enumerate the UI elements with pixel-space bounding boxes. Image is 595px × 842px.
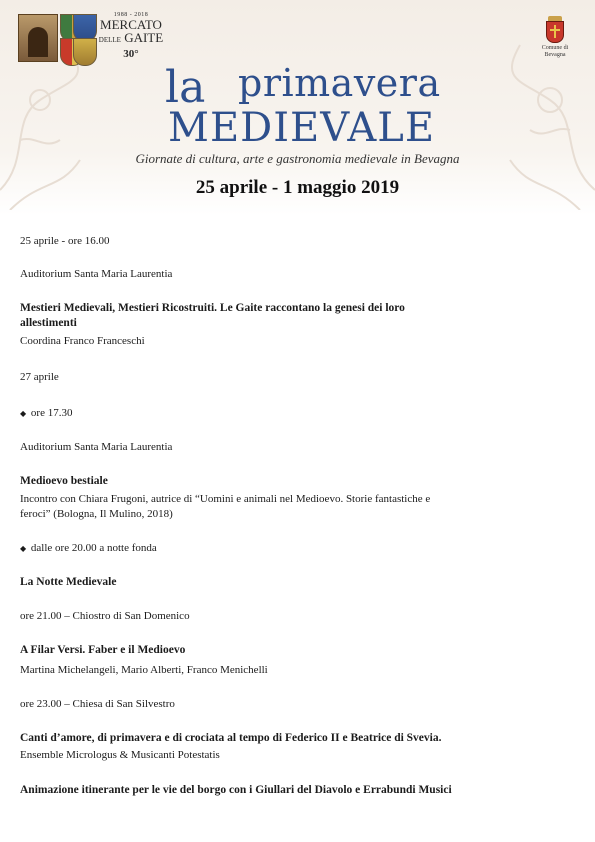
event-title: allestimenti	[20, 317, 77, 329]
header	[0, 0, 595, 215]
subtitle: Giornate di cultura, arte e gastronomia medievale in Bevagna	[135, 151, 460, 166]
program-line: ◆ ore 17.30	[20, 407, 73, 419]
event-title: Canti d’amore, di primavera e di crociata al tempo di Federico II e Beatrice di Svevia.	[20, 732, 442, 744]
bullet-icon: ◆	[20, 409, 27, 418]
title-medievale: MEDIEVALE	[168, 105, 436, 151]
program-line: Incontro con Chiara Frugoni, autrice di “Uomini e animali nel Medioevo. Storie fantastiche e	[20, 493, 431, 505]
mercato-delle-gaite-logo: 1988 - 2018 MERCATO DELLE GAITE 30°	[98, 12, 164, 60]
program-line: Martina Michelangeli, Mario Alberti, Franco Menichelli	[20, 664, 268, 676]
crest-icon	[73, 38, 97, 66]
program	[20, 234, 580, 798]
event-title: La Notte Medievale	[20, 576, 117, 588]
program-line: Auditorium Santa Maria Laurentia	[20, 268, 173, 280]
coat-of-arms-icon	[546, 21, 564, 43]
event-title: Mestieri Medievali, Mestieri Ricostruiti. Le Gaite raccontano la genesi dei loro	[20, 302, 405, 314]
comune-di-bevagna-logo: Comune di Bevagna	[538, 16, 572, 59]
program-line: feroci” (Bologna, Il Mulino, 2018)	[20, 508, 173, 520]
bullet-icon: ◆	[20, 544, 27, 553]
event-title: Medioevo bestiale	[20, 475, 108, 487]
title-la: la	[165, 62, 206, 113]
program-line: 25 aprile - ore 16.00	[20, 235, 110, 247]
program-line: Coordina Franco Franceschi	[20, 335, 145, 347]
event-title: Animazione itinerante per le vie del borgo con i Giullari del Diavolo e Errabundi Musici	[20, 784, 452, 796]
program-line: Ensemble Micrologus & Musicanti Potestatis	[20, 749, 220, 761]
program-line: ◆ dalle ore 20.00 a notte fonda	[20, 542, 157, 554]
event-dates: 25 aprile - 1 maggio 2019	[195, 177, 400, 198]
program-line: ore 23.00 – Chiesa di San Silvestro	[20, 698, 175, 710]
title-primavera: primavera	[238, 61, 441, 105]
program-line: ore 21.00 – Chiostro di San Domenico	[20, 610, 190, 622]
program-line: 27 aprile	[20, 371, 59, 383]
event-title: A Filar Versi. Faber e il Medioevo	[20, 644, 186, 656]
program-line: Auditorium Santa Maria Laurentia	[20, 441, 173, 453]
tower-photo-logo	[18, 14, 58, 62]
